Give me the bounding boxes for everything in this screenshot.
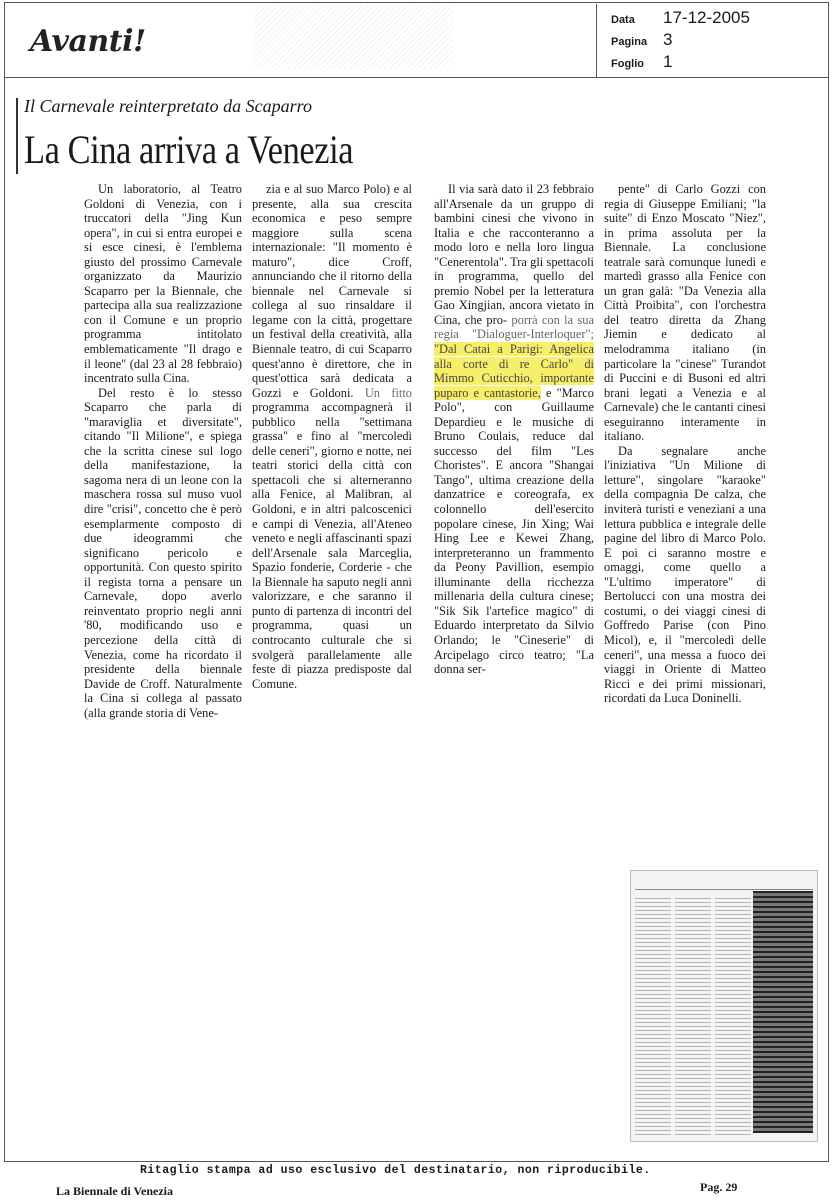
kicker-rule [16, 98, 18, 174]
text-run-faded: Un fitto [364, 385, 412, 400]
clipping-disclaimer: Ritaglio stampa ad uso esclusivo del destinatario, non riproducibile. [140, 1164, 651, 1177]
article-headline: La Cina arriva a Venezia [24, 127, 354, 172]
paragraph [252, 182, 412, 691]
text-run-faded: porrà con la sua regia "Dialoguer-Interloquer"; [434, 312, 594, 342]
paragraph: Un laboratorio, al Teatro Goldoni di Venezia, con i truccatori della "Jing Kun opera", in cui si entra europei e si esce cinesi, è l'emblema giusto del prossimo Carnevale organizzato da Maurizio Scaparro per la Biennale, che partecipa alla sua realizzazione con il Comune e un proprio programma intitolato emblematicamente "Il drago e il leone" (dal 23 al 28 febbraio) incentrato sulla Cina. [84, 182, 242, 386]
masthead [4, 2, 829, 78]
text-run: programma accompagnerà il pubblico nella "settimana grassa" e fino al "mercoledì delle ceneri", giorno e notte, nei teatri storici della città con spettacoli che si alterneranno alla Fenice, al Malibran, al Goldoni, e in altri palcoscenici e campi di Venezia, all'Ateneo veneto e negli affascinanti spazi dell'Arsenale sala Marceglia, Spazio fonderie, Corderie - che la Biennale ha saputo negli anni valorizzare, e che saranno il punto di partenza di incontri del programma, quasi un controcanto culturale che si svolgerà parallelamente alle feste di piazza predisposte dal Comune. [252, 400, 412, 691]
thumbnail-column [635, 895, 671, 1135]
paragraph: pente" di Carlo Gozzi con regia di Giuseppe Emiliani; "la suite" di Enzo Moscato "Niez", in prima assoluta per la Biennale. La conclusione teatrale sarà comunque lunedì e martedì grasso alla Fenice con un gran galà: "Da Venezia alla Città Proibita", con l'orchestra del teatro diretta da Zhang Jiemin e dedicato al melodramma italiano (in particolare la "cinese" Turandot di Puccini e di Busoni ed altri brani legati a Venezia e al Carnevale) che le cantanti cinesi eseguiranno interamente in italiano. [604, 182, 766, 444]
meta-value-page: 3 [663, 30, 673, 49]
meta-label: Data [611, 14, 635, 26]
thumbnail-dark-column [753, 891, 813, 1133]
article-column-4 [604, 182, 766, 706]
clipping-meta-box [596, 4, 829, 78]
newspaper-logo: Avanti! [30, 24, 146, 59]
article-column-1 [84, 182, 242, 720]
highlighted-text: "Dal Catai a Parigi: Angelica alla corte di re Carlo" di Mimmo Cuticchio, importante puparo e cantastorie, [434, 342, 594, 400]
thumbnail-header [635, 875, 813, 890]
scan-smudge [254, 6, 454, 70]
meta-row-foglio [611, 52, 821, 72]
footer-page-number: Pag. 29 [700, 1180, 738, 1194]
article-column-3 [434, 182, 594, 677]
meta-value-sheet: 1 [663, 52, 673, 71]
meta-label: Pagina [611, 36, 648, 48]
meta-value-date: 17-12-2005 [663, 8, 750, 27]
paragraph: Del resto è lo stesso Scaparro che parla di "maraviglia et diversitate", citando "Il Milione", e spiega che la scritta cinese sul logo della manifestazione, la sagoma nera di un leone con la maschera rossa sul muso vuol dire "crisi", concetto che è però esemplarmente composto di due ideogrammi che significano pericolo e opportunità. Con questo spirito il regista torna a pensare un Carnevale, dopo averlo reinventato proprio negli anni '80, modificando uso e percezione della città di Venezia, come ha ricordato il presidente della biennale Davide de Croff. Naturalmente la Cina si collega al passato (alla grande storia di Vene- [84, 385, 242, 720]
article-column-2 [252, 182, 412, 691]
page-thumbnail [630, 870, 818, 1142]
thumbnail-column [675, 895, 711, 1135]
meta-row-pagina [611, 30, 821, 50]
text-run: zia e al suo Marco Polo) e al presente, alla sua crescita economica e peso sempre maggiore sulla scena internazionale: "Il momento è maturo", dice Croff, annunciando che il ritorno della biennale nel Carnevale si collega al suo rinsaldare il legame con la città, progettare un festival della creatività, alla Biennale teatro, di cui Scaparro quest'anno è direttore, che in quest'ottica sarà dedicata a Gozzi e Goldoni. [252, 182, 412, 400]
paragraph: Da segnalare anche l'iniziativa "Un Milione di letture", singolare "karaoke" della compagnia De calza, che inviterà turisti e veneziani a una lettura pubblica e integrale delle pagine del libro di Marco Polo. E poi ci saranno mostre e omaggi, come quello a "L'ultimo imperatore" di Bertolucci con una mostra dei costumi, o dei viaggi cinesi di Goffredo Parise (con Pino Micol), e, il "mercoledì delle ceneri", una messa a fuoco dei viaggi in Oriente di Matteo Ricci e dei primi missionari, ricordati da Luca Doninelli. [604, 443, 766, 706]
meta-label: Foglio [611, 58, 644, 70]
paragraph [434, 182, 594, 677]
footer-source: La Biennale di Venezia [56, 1184, 174, 1198]
text-run: e "Marco Polo", con Guillaume Depardieu e le musiche di Bruno Coulais, reduce dal successo del film "Les Choristes". E ancora "Shangai Tango", ultima creazione della danzatrice e coreografa, ex colonnello dell'esercito popolare cinese, Jin Xing; Wai Hing Lee e Kewei Zhang, interpreteranno un frammento da Peony Pavillion, esempio illuminante della ricchezza millenaria della cultura cinese; "Sik Sik l'artefice magico" di Eduardo interpretato da Silvio Orlando; le "Cineserie" di Arcipelago circo teatro; "La donna ser- [434, 385, 594, 677]
meta-row-data [611, 8, 821, 28]
text-run: Il via sarà dato il 23 febbraio all'Arsenale da un gruppo di bambini cinesi che vivono in Italia e che racconteranno a modo loro e nella loro lingua "Cenerentola". Tra gli spettacoli in programma, quello del premio Nobel per la letteratura Gao Xingjian, ancora vietato in Cina, che pro- [434, 182, 594, 327]
thumbnail-column [715, 895, 751, 1135]
article-kicker: Il Carnevale reinterpretato da Scaparro [24, 96, 312, 116]
